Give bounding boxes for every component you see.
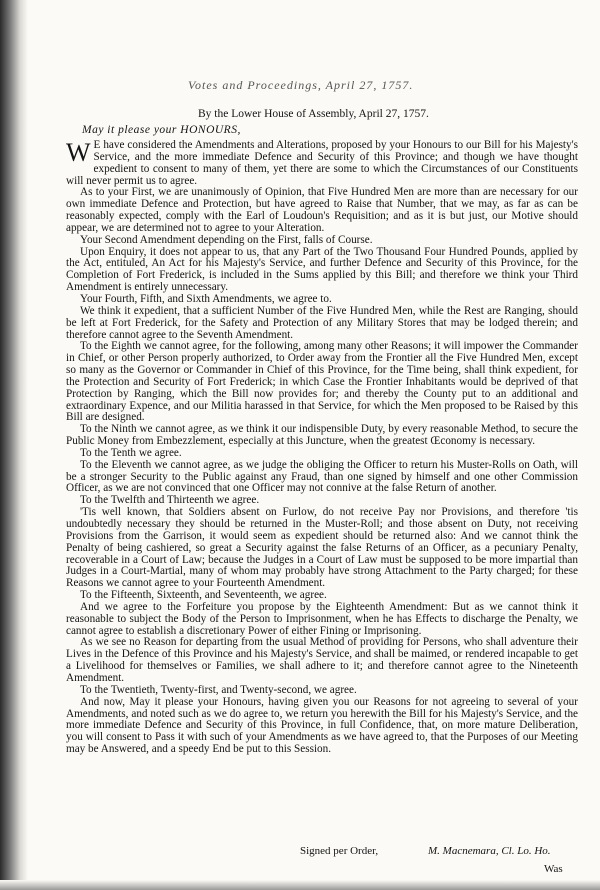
drop-cap: W — [66, 138, 91, 167]
paragraph: To the Tenth we agree. — [80, 446, 182, 459]
running-head: Votes and Proceedings, April 27, 1757. — [188, 78, 414, 92]
paragraph: As to your First, we are unanimously of Opinion, that Five Hundred Men are more than are necessary for our own immediate Defence and Protection, but have agreed to Raise that Number, that we may, as far as can be reasonably expected, comply with the Earl of Loudoun's Requisition; and as it is but just, our Motive should appear, we are determined not to agree to your Alteration. — [66, 186, 578, 234]
paragraph: 'Tis well known, that Soldiers absent on Furlow, do not receive Pay nor Provisions, and therefore 'tis undoubtedly necessary they should be returned in the Muster-Roll; and those absent on Duty, not receiving Provisions from the Garrison, it would seem as expedient should be returned also: And we cannot think the Penalty of being cashiered, so great a Security against the false Returns of an Officer, as a pecuniary Penalty, recoverable in a Court of Law; because the Judges in a Court of Law must be supposed to be more impartial than Judges in a Court-Martial, many of whom may probably have strong Attachment to the Party charged; for these Reasons we cannot agree to your Fourteenth Amendment. — [66, 506, 578, 590]
paragraph-text: E have considered the Amendments and Alterations, proposed by your Honours to our Bill for his Majesty's Service, and the more immediate Defence and Security of this Province; and though we have thought expedient to consent to many of them, yet there are some to which the Circumstances of our Constituents will never permit us to agree. — [66, 139, 578, 187]
paragraph: And we agree to the Forfeiture you propose by the Eighteenth Amendment: But as we cannot think it reasonable to subject the Body of the Person to Imprisonment, when he has Effects to discharge the Penalty, we cannot agree to establish a discretionary Power of either Fining or Imprisoning. — [66, 600, 578, 637]
signed-per-order: Signed per Order, — [300, 845, 379, 857]
paragraph — [66, 140, 578, 187]
paragraph: And now, May it please your Honours, having given you our Reasons for not agreeing to several of your Amendments, and noted such as we do agree to, we return you herewith the Bill for his Majesty's Service, and the more immediate Defence and Security of this Province, in full Confidence, that, on more mature Deliberation, you will consent to Pass it with such of your Amendments as we have agreed to, that the Purposes of our Meeting may be Answered, and a speedy End be put to this Session. — [66, 695, 578, 756]
paragraph: To the Fifteenth, Sixteenth, and Seventeenth, we agree. — [80, 589, 327, 602]
paragraph: Your Second Amendment depending on the First, falls of Course. — [80, 233, 373, 246]
paragraph: Upon Enquiry, it does not appear to us, that any Part of the Two Thousand Four Hundred Pounds, applied by the Act, entituled, An Act for his Majesty's Service, and further Defence and Security of this Province, for the Completion of Fort Frederick, is included in the Sums applied by this Bill; and therefore we think your Third Amendment is entirely unnecessary. — [66, 245, 578, 294]
message-body — [66, 140, 578, 756]
page-bottom-edge — [0, 880, 600, 890]
paragraph: Your Fourth, Fifth, and Sixth Amendments, we agree to. — [80, 292, 332, 305]
page-edge-shadow — [0, 0, 28, 890]
signatory: M. Macnemara, Cl. Lo. Ho. — [428, 845, 551, 857]
paragraph: To the Eighth we cannot agree, for the following, among many other Reasons; it will impower the Commander in Chief, or other Person properly authorized, to Order away from the Frontier all the Five Hundred Men, except so many as the Governor or Commander in Chief of this Province, for the Time being, shall think expedient, for the Protection and Security of Fort Frederick; in which Case the Frontier Inhabitants would be deprived of that Protection by Ranging, which the Bill now provides for; and thereby the County put to an additional and extraordinary Expence, and our Militia harassed in that Service, for which the Men proposed to be Raised by this Bill are designed. — [66, 340, 578, 424]
paragraph: To the Eleventh we cannot agree, as we judge the obliging the Officer to return his Muster-Rolls on Oath, will be a stronger Security to the Public against any Fraud, than one signed by himself and one other Commission Officer, as we are not convinced that one Officer may not connive at the false Return of another. — [66, 458, 578, 495]
paragraph: As we see no Reason for departing from the usual Method of providing for Persons, who shall adventure their Lives in the Defence of this Province and his Majesty's Service, and shall be maimed, or rendered incapable to get a Livelihood for themselves or Families, we shall adhere to it; and therefore cannot agree to the Nineteenth Amendment. — [66, 636, 578, 684]
catchword: Was — [544, 863, 563, 875]
paragraph: To the Ninth we cannot agree, as we think it our indispensible Duty, by every reasonable Method, to secure the Public Money from Embezzlement, especially at this Juncture, when the greatest Œconomy is necessary. — [66, 423, 578, 448]
salutation: May it please your HONOURS, — [82, 124, 241, 136]
paragraph: We think it expedient, that a sufficient Number of the Five Hundred Men, while the Rest are Ranging, should be left at Fort Frederick, for the Safety and Protection of any Military Stores that may be lodged therein; and therefore cannot agree to the Seventh Amendment. — [66, 304, 578, 341]
byline: By the Lower House of Assembly, April 27, 1757. — [198, 108, 429, 120]
paragraph: To the Twentieth, Twenty-first, and Twenty-second, we agree. — [80, 683, 357, 696]
paragraph: To the Twelfth and Thirteenth we agree. — [80, 494, 260, 507]
